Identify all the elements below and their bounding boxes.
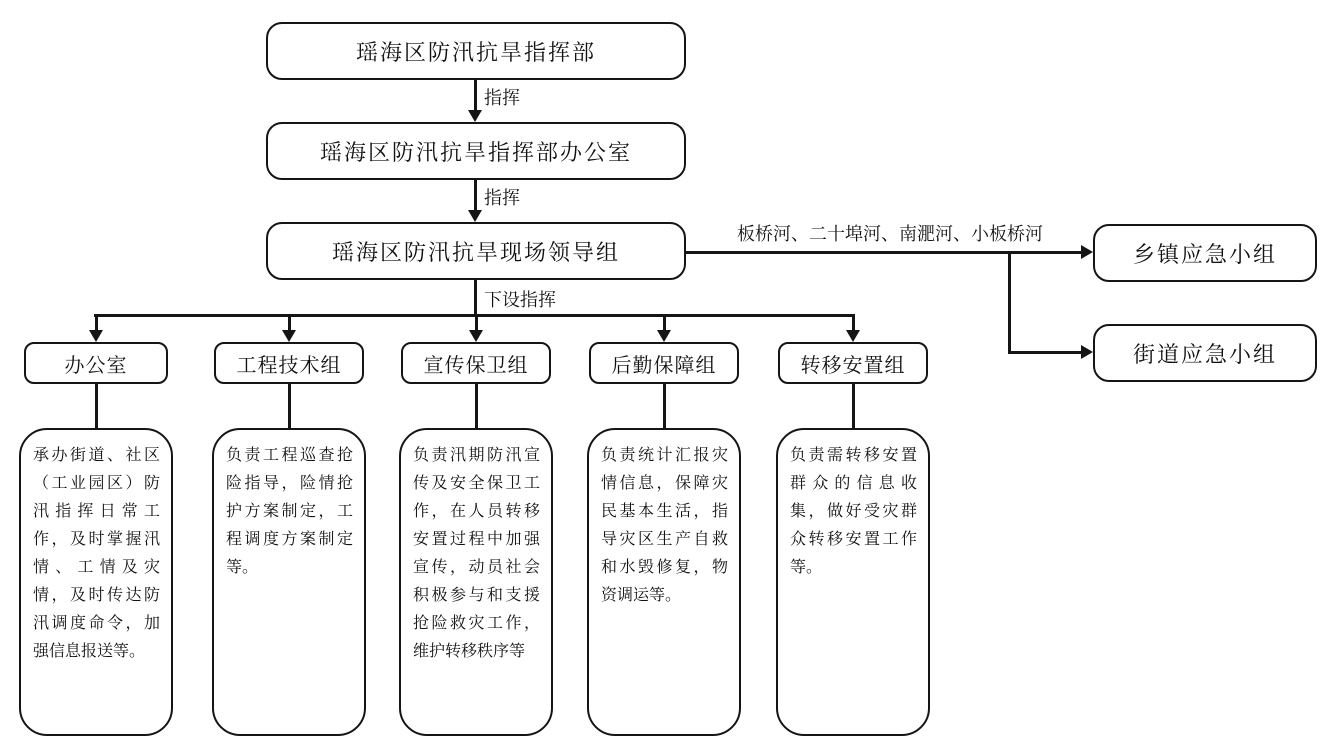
node-detail-publicity-security [399, 428, 553, 736]
connector-group-detail-3 [475, 384, 478, 428]
node-field-leadership-label: 瑶海区防汛抗旱现场领导组 [331, 239, 620, 265]
group-logistics-label: 后勤保障组 [611, 354, 717, 377]
node-group-office [24, 342, 168, 384]
connector-group-detail-5 [852, 384, 855, 428]
connector-office-leadership [474, 180, 477, 212]
node-headquarters-label: 瑶海区防汛抗旱指挥部 [355, 39, 596, 65]
edge-label-rivers: 板桥河、二十埠河、南淝河、小板桥河 [700, 224, 1080, 244]
node-street-emergency [1093, 324, 1317, 382]
node-group-publicity-security [401, 342, 551, 384]
node-headquarters [266, 22, 686, 80]
node-detail-engineering [212, 428, 366, 736]
node-field-leadership [266, 222, 686, 280]
edge-label-command-2: 指挥 [484, 188, 520, 208]
detail-logistics-text: 负责统计汇报灾情信息，保障灾民基本生活，指导灾区生产自救和水毁修复，物资调运等。 [601, 447, 728, 604]
connector-group-detail-1 [95, 384, 98, 428]
node-detail-office [19, 428, 173, 736]
connector-group-detail-4 [663, 384, 666, 428]
node-detail-logistics [587, 428, 741, 736]
arrowhead-down-icon [468, 210, 482, 222]
arrowhead-down-icon [657, 330, 671, 342]
node-township-emergency-label: 乡镇应急小组 [1132, 241, 1277, 267]
edge-label-command-1: 指挥 [484, 88, 520, 108]
node-group-engineering [214, 342, 364, 384]
detail-publicity-security-text: 负责汛期防汛宣传及安全保卫工作，在人员转移安置过程中加强宣传，动员社会积极参与和支援抢险救灾工作，维护转移秩序等 [413, 447, 540, 660]
arrowhead-right-icon [1081, 345, 1093, 359]
arrowhead-right-icon [1081, 245, 1093, 259]
node-street-emergency-label: 街道应急小组 [1132, 341, 1277, 367]
connector-hq-office [474, 80, 477, 112]
node-group-relocation [778, 342, 928, 384]
detail-office-text: 承办街道、社区（工业园区）防汛指挥日常工作，及时掌握汛情、工情及灾情，及时传达防汛调度命令，加强信息报送等。 [33, 447, 160, 660]
arrowhead-down-icon [846, 330, 860, 342]
edge-label-subordinate-command: 下设指挥 [484, 290, 556, 310]
detail-relocation-text: 负责需转移安置群众的信息收集，做好受灾群众转移安置工作等。 [790, 447, 917, 576]
connector-leadership-bus [474, 280, 477, 317]
arrowhead-down-icon [89, 330, 103, 342]
group-relocation-label: 转移安置组 [800, 354, 906, 377]
connector-branch-street-horizontal [1008, 351, 1081, 354]
node-detail-relocation [776, 428, 930, 736]
node-group-logistics [589, 342, 739, 384]
connector-branch-street-vertical [1008, 251, 1011, 353]
group-engineering-label: 工程技术组 [236, 354, 342, 377]
node-headquarters-office [266, 122, 686, 180]
node-township-emergency [1093, 224, 1317, 282]
group-publicity-security-label: 宣传保卫组 [423, 354, 529, 377]
arrowhead-down-icon [468, 110, 482, 122]
connector-group-detail-2 [288, 384, 291, 428]
arrowhead-down-icon [469, 330, 483, 342]
arrowhead-down-icon [282, 330, 296, 342]
group-office-label: 办公室 [64, 354, 128, 377]
node-headquarters-office-label: 瑶海区防汛抗旱指挥部办公室 [319, 139, 632, 165]
connector-leadership-township [686, 251, 1085, 254]
detail-engineering-text: 负责工程巡查抢险指导，险情抢护方案制定，工程调度方案制定等。 [226, 447, 353, 576]
